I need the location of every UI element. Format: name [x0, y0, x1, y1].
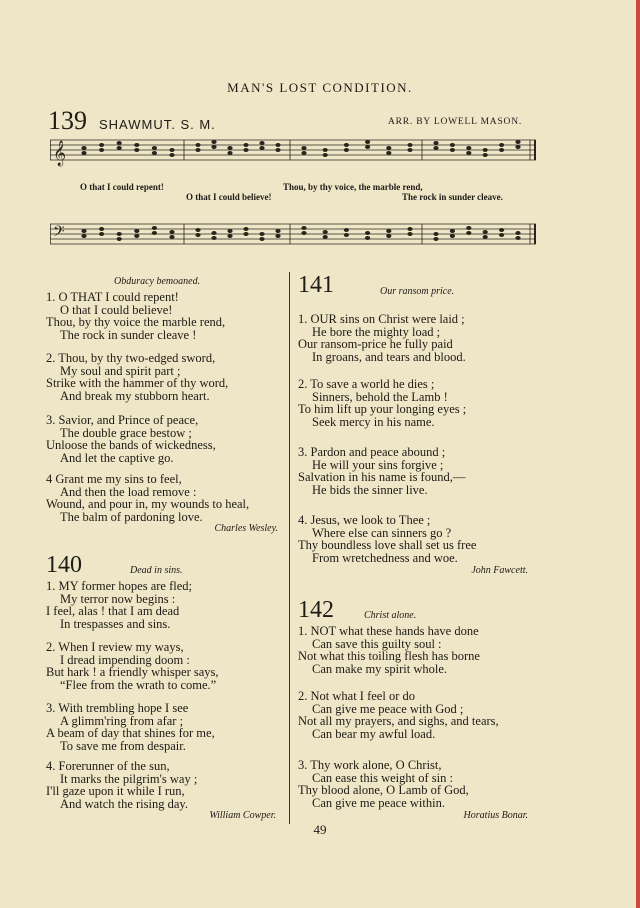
note-head — [195, 233, 200, 237]
hymn-140-author: William Cowper. — [209, 810, 276, 821]
hymn-140-number: 140 — [46, 552, 82, 578]
note-head — [117, 146, 122, 150]
hymn-142-verse-1: 1. NOT what these hands have done Can save this guilty soul : Not what this toiling flesh has borne Can make my spirit whole. — [298, 624, 480, 676]
note-head — [344, 143, 349, 147]
note-head — [195, 143, 200, 147]
note-head — [515, 231, 520, 235]
note-head — [365, 140, 370, 144]
tune-lyric-3: Thou, by thy voice, the marble rend, — [283, 182, 423, 192]
note-head — [499, 148, 504, 152]
note-head — [81, 151, 86, 155]
hymn-141-verse-3: 3. Pardon and peace abound ; He will your sins forgive ; Salvation in his name is found,— He bids the sinner live. — [298, 445, 466, 497]
note-head — [81, 229, 86, 233]
tune-lyric-1: O that I could repent! — [80, 182, 164, 192]
note-head — [275, 234, 280, 238]
hymn-141-verse-4: 4. Jesus, we look to Thee ; Where else can sinners go ? Thy boundless love shall set us free From wretchedness and woe. — [298, 513, 477, 565]
note-head — [466, 231, 471, 235]
note-head — [433, 141, 438, 145]
note-head — [211, 140, 216, 144]
note-head — [433, 146, 438, 150]
note-head — [386, 229, 391, 233]
hymn-139-verse-1: 1. O THAT I could repent! O that I could believe! Thou, by thy voice the marble rend, The rock in sunder cleave ! — [46, 290, 226, 342]
hymn-140-subtitle: Dead in sins. — [130, 565, 183, 576]
note-head — [386, 234, 391, 238]
note-head — [117, 237, 122, 241]
note-head — [227, 234, 232, 238]
hymn-139-verse-3: 3. Savior, and Prince of peace, The double grace bestow ; Unloose the bands of wickedness, And let the captive go. — [46, 413, 216, 465]
note-head — [169, 230, 174, 234]
page-edge — [636, 0, 640, 908]
note-head — [81, 146, 86, 150]
note-head — [407, 148, 412, 152]
note-head — [243, 227, 248, 231]
note-head — [275, 143, 280, 147]
note-head — [99, 227, 104, 231]
note-head — [450, 148, 455, 152]
hymn-142-verse-2: 2. Not what I feel or do Can give me peace with God ; Not all my prayers, and sighs, and tears, Can bear my awful load. — [298, 689, 499, 741]
hymn-142-verse-3: 3. Thy work alone, O Christ, Can ease this weight of sin : Thy blood alone, O Lamb of God, Can give me peace within. — [298, 758, 469, 810]
note-head — [301, 151, 306, 155]
note-head — [99, 232, 104, 236]
note-head — [152, 151, 157, 155]
note-head — [499, 228, 504, 232]
note-head — [211, 145, 216, 149]
note-head — [499, 143, 504, 147]
note-head — [117, 141, 122, 145]
hymn-139-author: Charles Wesley. — [214, 523, 278, 534]
note-head — [301, 231, 306, 235]
note-head — [227, 229, 232, 233]
note-head — [211, 236, 216, 240]
hymn-139-subtitle: Obduracy bemoaned. — [114, 276, 201, 287]
note-head — [483, 235, 488, 239]
note-head — [515, 145, 520, 149]
note-head — [386, 146, 391, 150]
note-head — [365, 231, 370, 235]
column-divider — [289, 272, 290, 824]
note-head — [499, 233, 504, 237]
note-head — [515, 236, 520, 240]
note-head — [227, 151, 232, 155]
hymn-140-verse-3: 3. With trembling hope I see A glimm'ring from afar ; A beam of day that shines for me, To save me from despair. — [46, 701, 215, 753]
note-head — [323, 148, 328, 152]
note-head — [466, 226, 471, 230]
note-head — [365, 236, 370, 240]
music-staff-bass — [50, 212, 536, 258]
hymn-140-verse-4: 4. Forerunner of the sun, It marks the pilgrim's way ; I'll gaze upon it while I run, And watch the rising day. — [46, 759, 198, 811]
note-head — [386, 151, 391, 155]
hymn-141-verse-2: 2. To save a world he dies ; Sinners, behold the Lamb ! To him lift up your longing eyes ; Seek mercy in his name. — [298, 377, 467, 429]
note-head — [450, 229, 455, 233]
section-title: MAN'S LOST CONDITION. — [227, 80, 413, 95]
note-head — [466, 146, 471, 150]
note-head — [450, 143, 455, 147]
note-head — [483, 148, 488, 152]
page-number: 49 — [313, 822, 327, 837]
note-head — [450, 234, 455, 238]
note-head — [169, 235, 174, 239]
note-head — [301, 226, 306, 230]
note-head — [323, 235, 328, 239]
tune-lyric-4: The rock in sunder cleave. — [402, 192, 503, 202]
note-head — [134, 143, 139, 147]
hymn-141-verse-1: 1. OUR sins on Christ were laid ; He bore the mighty load ; Our ransom-price he fully paid In groans, and tears and blood. — [298, 312, 466, 364]
note-head — [195, 228, 200, 232]
note-head — [344, 228, 349, 232]
note-head — [259, 237, 264, 241]
note-head — [275, 229, 280, 233]
note-head — [134, 234, 139, 238]
note-head — [117, 232, 122, 236]
hymn-140-verse-2: 2. When I review my ways, I dread impending doom : But hark ! a friendly whisper says, “Flee from the wrath to come.” — [46, 640, 219, 692]
hymn-142-author: Horatius Bonar. — [463, 810, 528, 821]
note-head — [243, 232, 248, 236]
note-head — [344, 233, 349, 237]
note-head — [466, 151, 471, 155]
hymn-141-number: 141 — [298, 272, 334, 298]
note-head — [344, 148, 349, 152]
tune-lyric-2: O that I could believe! — [186, 192, 272, 202]
hymn-139-verse-4: 4 Grant me my sins to feel, And then the load remove : Wound, and pour in, my wounds to heal, The balm of pardoning love. — [46, 472, 250, 524]
note-head — [99, 148, 104, 152]
note-head — [227, 146, 232, 150]
hymn-142-number: 142 — [298, 597, 334, 623]
note-head — [483, 230, 488, 234]
note-head — [323, 153, 328, 157]
note-head — [195, 148, 200, 152]
hymn-139-verse-2: 2. Thou, by thy two-edged sword, My soul and spirit part ; Strike with the hammer of thy word, And break my stubborn heart. — [46, 351, 229, 403]
hymn-142-subtitle: Christ alone. — [364, 610, 417, 621]
note-head — [259, 141, 264, 145]
hymn-141-author: John Fawcett. — [471, 565, 528, 576]
tune-name: SHAWMUT. S. M. — [99, 117, 216, 132]
note-head — [323, 230, 328, 234]
music-staff-treble — [50, 130, 536, 176]
note-head — [433, 232, 438, 236]
tune-arranger: ARR. BY LOWELL MASON. — [388, 117, 523, 127]
note-head — [407, 143, 412, 147]
note-head — [243, 148, 248, 152]
note-head — [169, 153, 174, 157]
svg-text:𝄞: 𝄞 — [53, 140, 67, 165]
note-head — [433, 237, 438, 241]
note-head — [169, 148, 174, 152]
hymn-140-verse-1: 1. MY former hopes are fled; My terror now begins : I feel, alas ! that I am dead In trespasses and sins. — [46, 579, 193, 631]
note-head — [211, 231, 216, 235]
note-head — [259, 232, 264, 236]
svg-text:𝄢: 𝄢 — [53, 223, 65, 243]
note-head — [152, 226, 157, 230]
note-head — [99, 143, 104, 147]
note-head — [81, 234, 86, 238]
note-head — [407, 232, 412, 236]
note-head — [134, 148, 139, 152]
note-head — [243, 143, 248, 147]
note-head — [515, 140, 520, 144]
note-head — [259, 146, 264, 150]
note-head — [407, 227, 412, 231]
note-head — [483, 153, 488, 157]
hymn-141-subtitle: Our ransom price. — [380, 286, 455, 297]
tune-number: 139 — [48, 106, 87, 135]
note-head — [134, 229, 139, 233]
note-head — [152, 231, 157, 235]
note-head — [275, 148, 280, 152]
note-head — [152, 146, 157, 150]
note-head — [365, 145, 370, 149]
note-head — [301, 146, 306, 150]
